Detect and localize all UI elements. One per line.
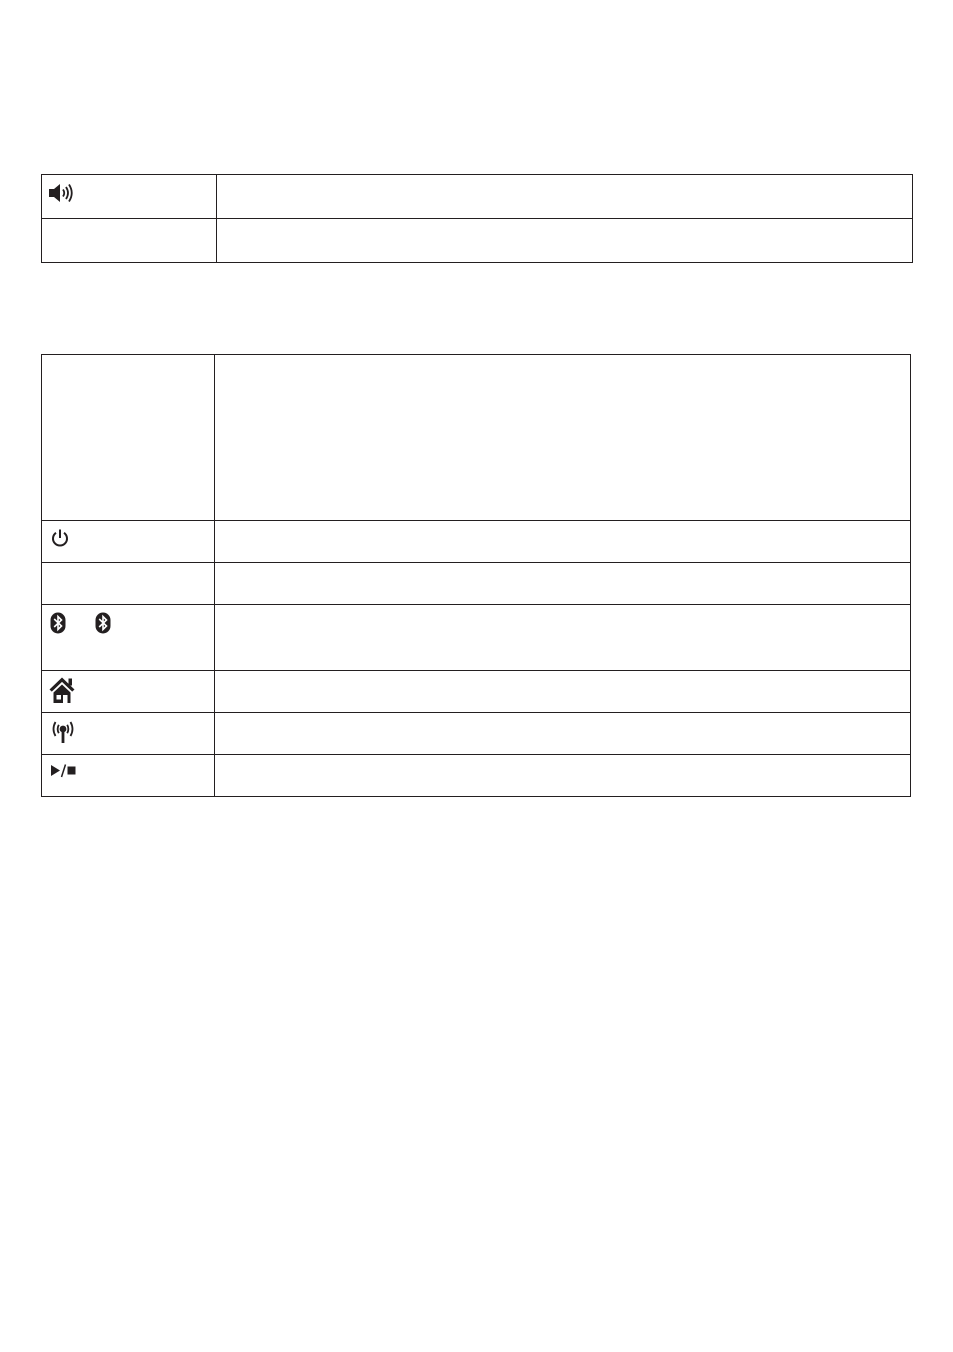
description-cell (215, 605, 911, 671)
antenna-icon (50, 720, 76, 744)
speaker-key-table (41, 174, 913, 263)
description-cell (215, 563, 911, 605)
description-cell (215, 713, 911, 755)
speaker-volume-icon (48, 182, 74, 204)
description-cell (215, 671, 911, 713)
table-row (42, 219, 913, 263)
bluetooth-icon (50, 612, 66, 634)
key-cell (42, 605, 215, 671)
key-cell (42, 219, 217, 263)
table-row (42, 175, 913, 219)
description-cell (217, 175, 913, 219)
control-key-table (41, 354, 911, 797)
description-cell (215, 755, 911, 797)
key-cell (42, 755, 215, 797)
key-cell (42, 563, 215, 605)
key-cell (42, 355, 215, 521)
table-row (42, 563, 911, 605)
play-stop-icon (50, 764, 78, 778)
description-cell (215, 521, 911, 563)
key-cell (42, 713, 215, 755)
table-row (42, 355, 911, 521)
key-cell (42, 671, 215, 713)
description-cell (217, 219, 913, 263)
table-row (42, 713, 911, 755)
table-row (42, 671, 911, 713)
table-row (42, 605, 911, 671)
table-row (42, 521, 911, 563)
power-icon (50, 528, 70, 548)
key-cell (42, 521, 215, 563)
table-row (42, 755, 911, 797)
bluetooth-icon (95, 612, 111, 634)
home-icon (49, 676, 77, 704)
key-cell (42, 175, 217, 219)
description-cell (215, 355, 911, 521)
